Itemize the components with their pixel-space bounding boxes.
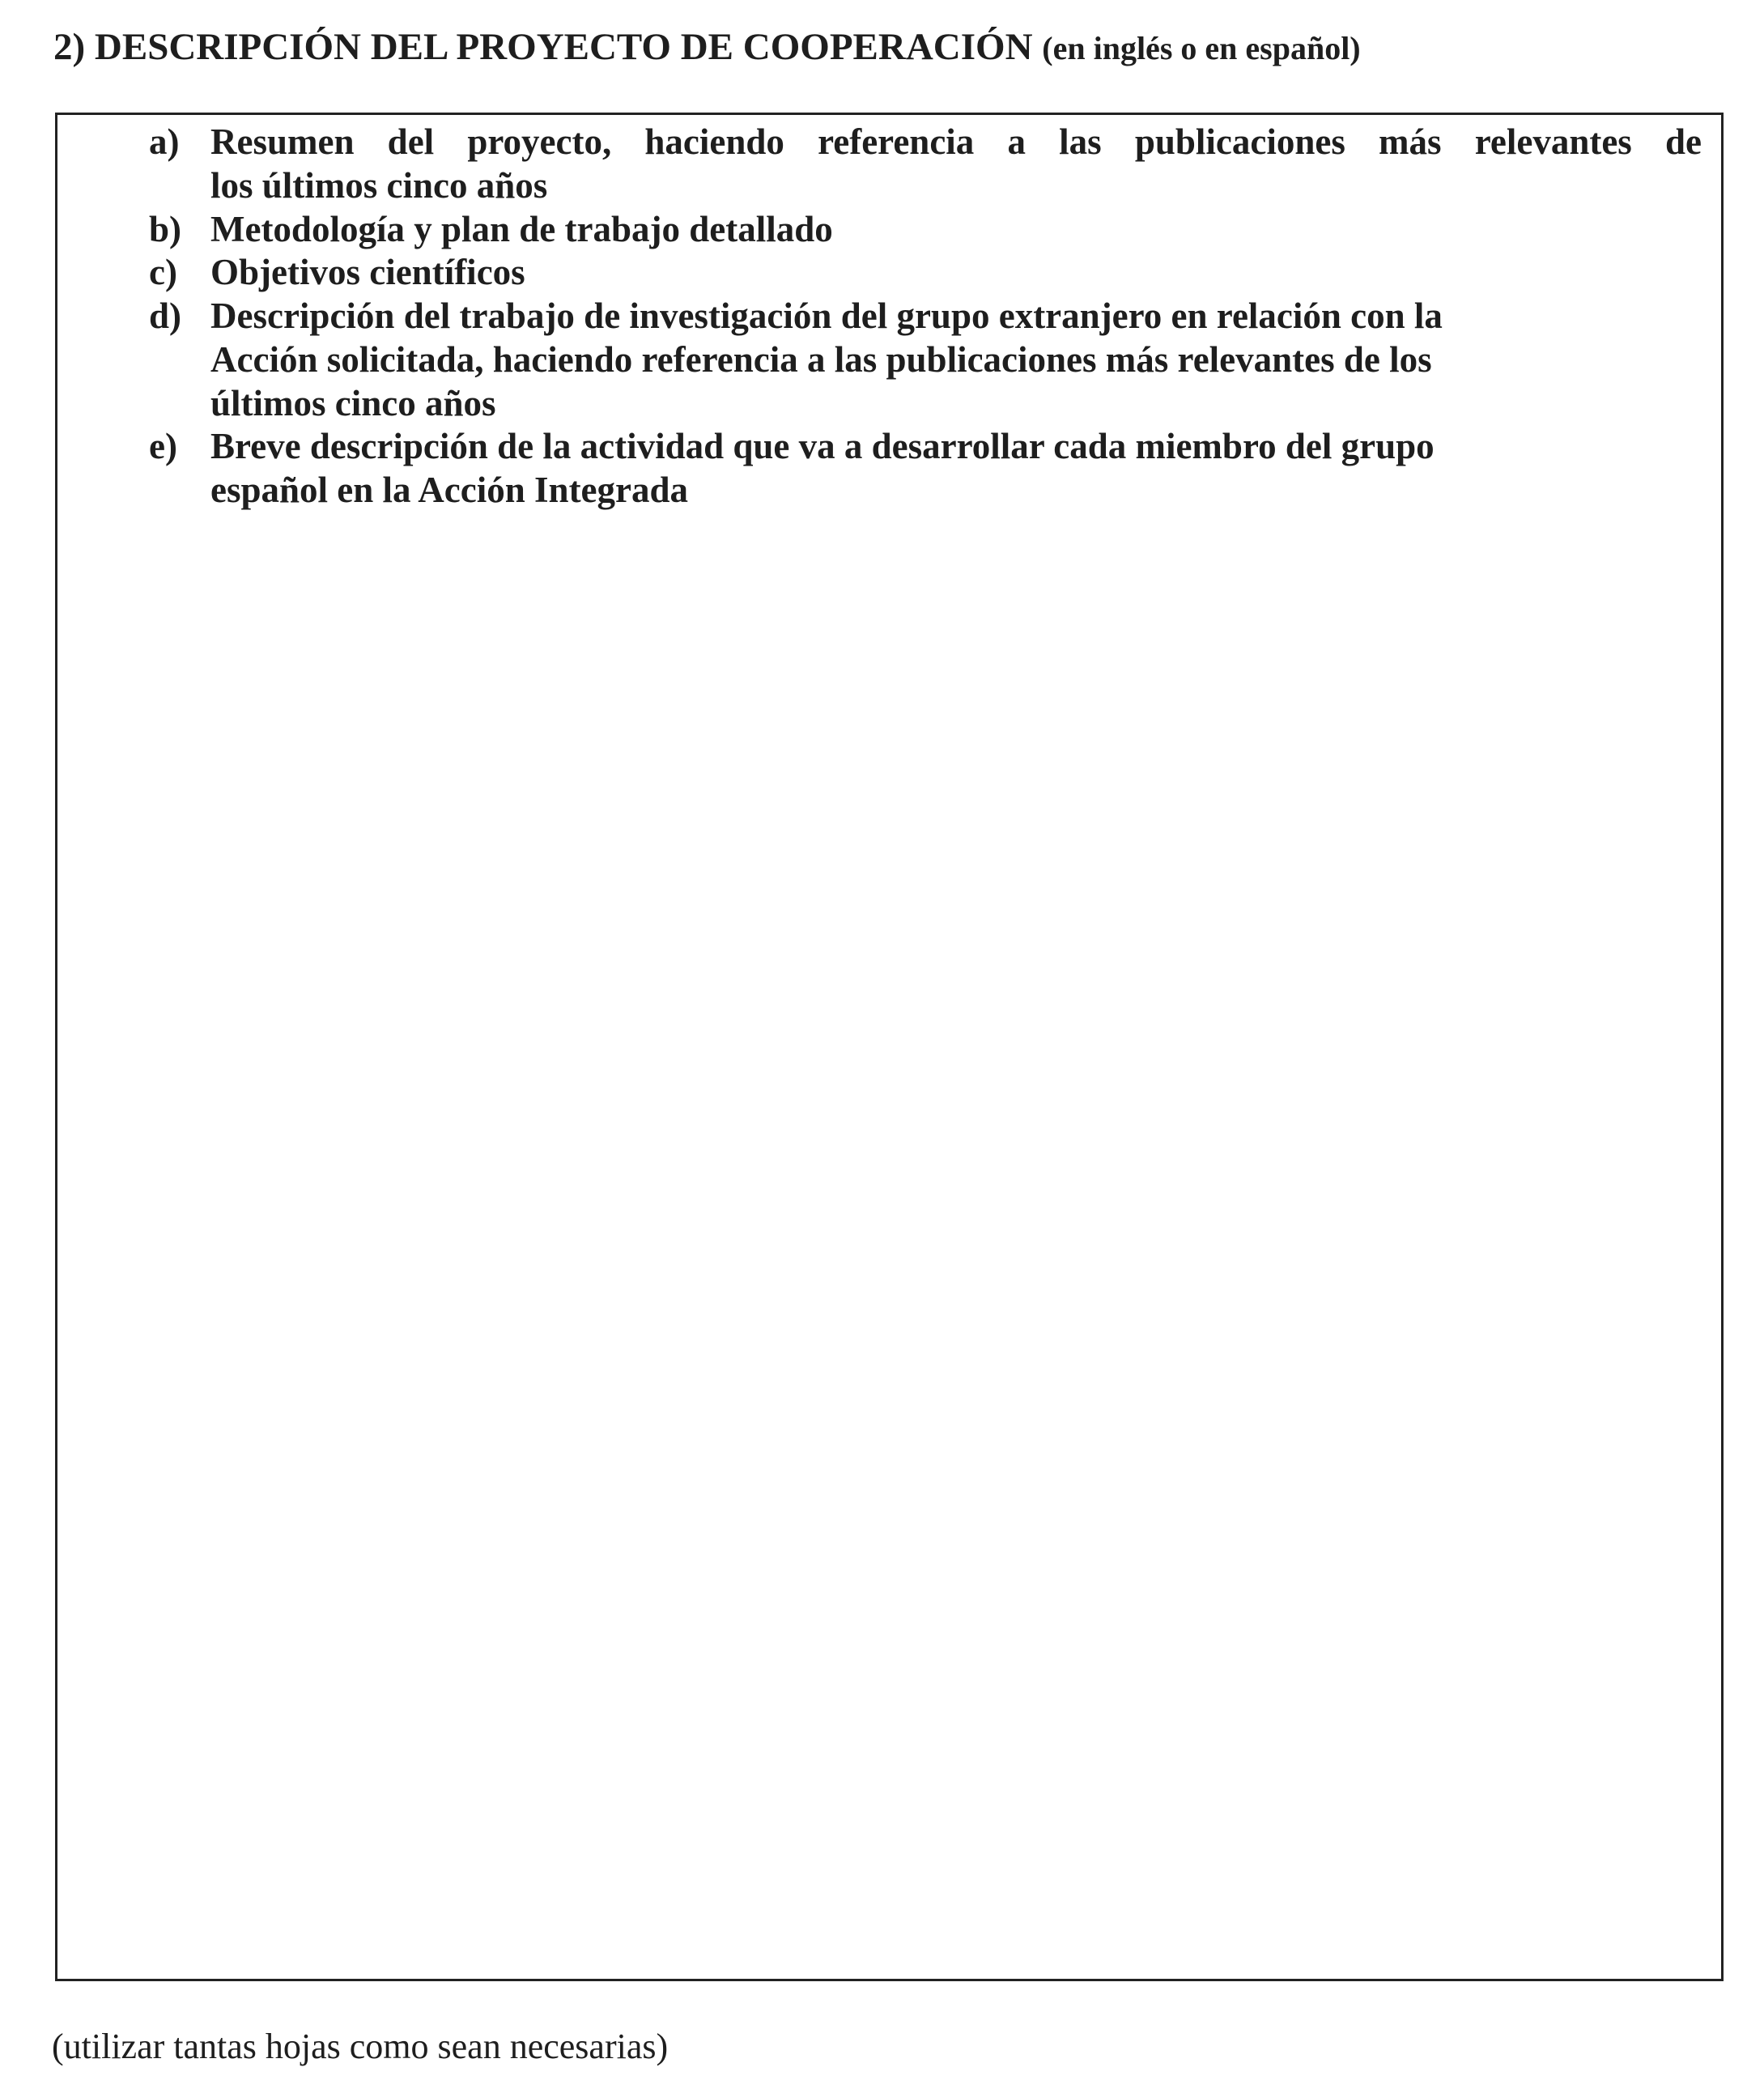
list-item-text: Breve descripción de la actividad que va a desarrollar cada miembro del grupo xyxy=(210,426,1435,467)
list-item-text: Resumen del proyecto, haciendo referencia a las publicaciones más relevantes de xyxy=(210,121,1702,162)
footer-note: (utilizar tantas hojas como sean necesarias) xyxy=(52,2027,669,2066)
response-box[interactable] xyxy=(55,113,1724,1981)
list-item-text: Objetivos científicos xyxy=(210,252,525,293)
instructions-list xyxy=(57,115,1721,1979)
list-item-text: Acción solicitada, haciendo referencia a las publicaciones más relevantes de los xyxy=(210,338,1432,380)
list-item-text: los últimos cinco años xyxy=(210,164,548,206)
section-title: 2) DESCRIPCIÓN DEL PROYECTO DE COOPERACIÓN xyxy=(53,26,1033,68)
list-item-label: d) xyxy=(149,296,182,336)
list-item-text: español en la Acción Integrada xyxy=(210,470,689,510)
list-item-text: Metodología y plan de trabajo detallado xyxy=(210,208,833,249)
list-item-label: c) xyxy=(149,252,177,293)
list-item-label: b) xyxy=(149,208,182,249)
list-item-label: e) xyxy=(149,426,177,467)
list-item-text: Descripción del trabajo de investigación del grupo extranjero en relación con la xyxy=(210,296,1443,336)
list-item-label: a) xyxy=(149,121,180,162)
list-item-text: últimos cinco años xyxy=(210,382,496,423)
section-heading xyxy=(53,24,1361,71)
language-hint: (en inglés o en español) xyxy=(1042,30,1361,66)
